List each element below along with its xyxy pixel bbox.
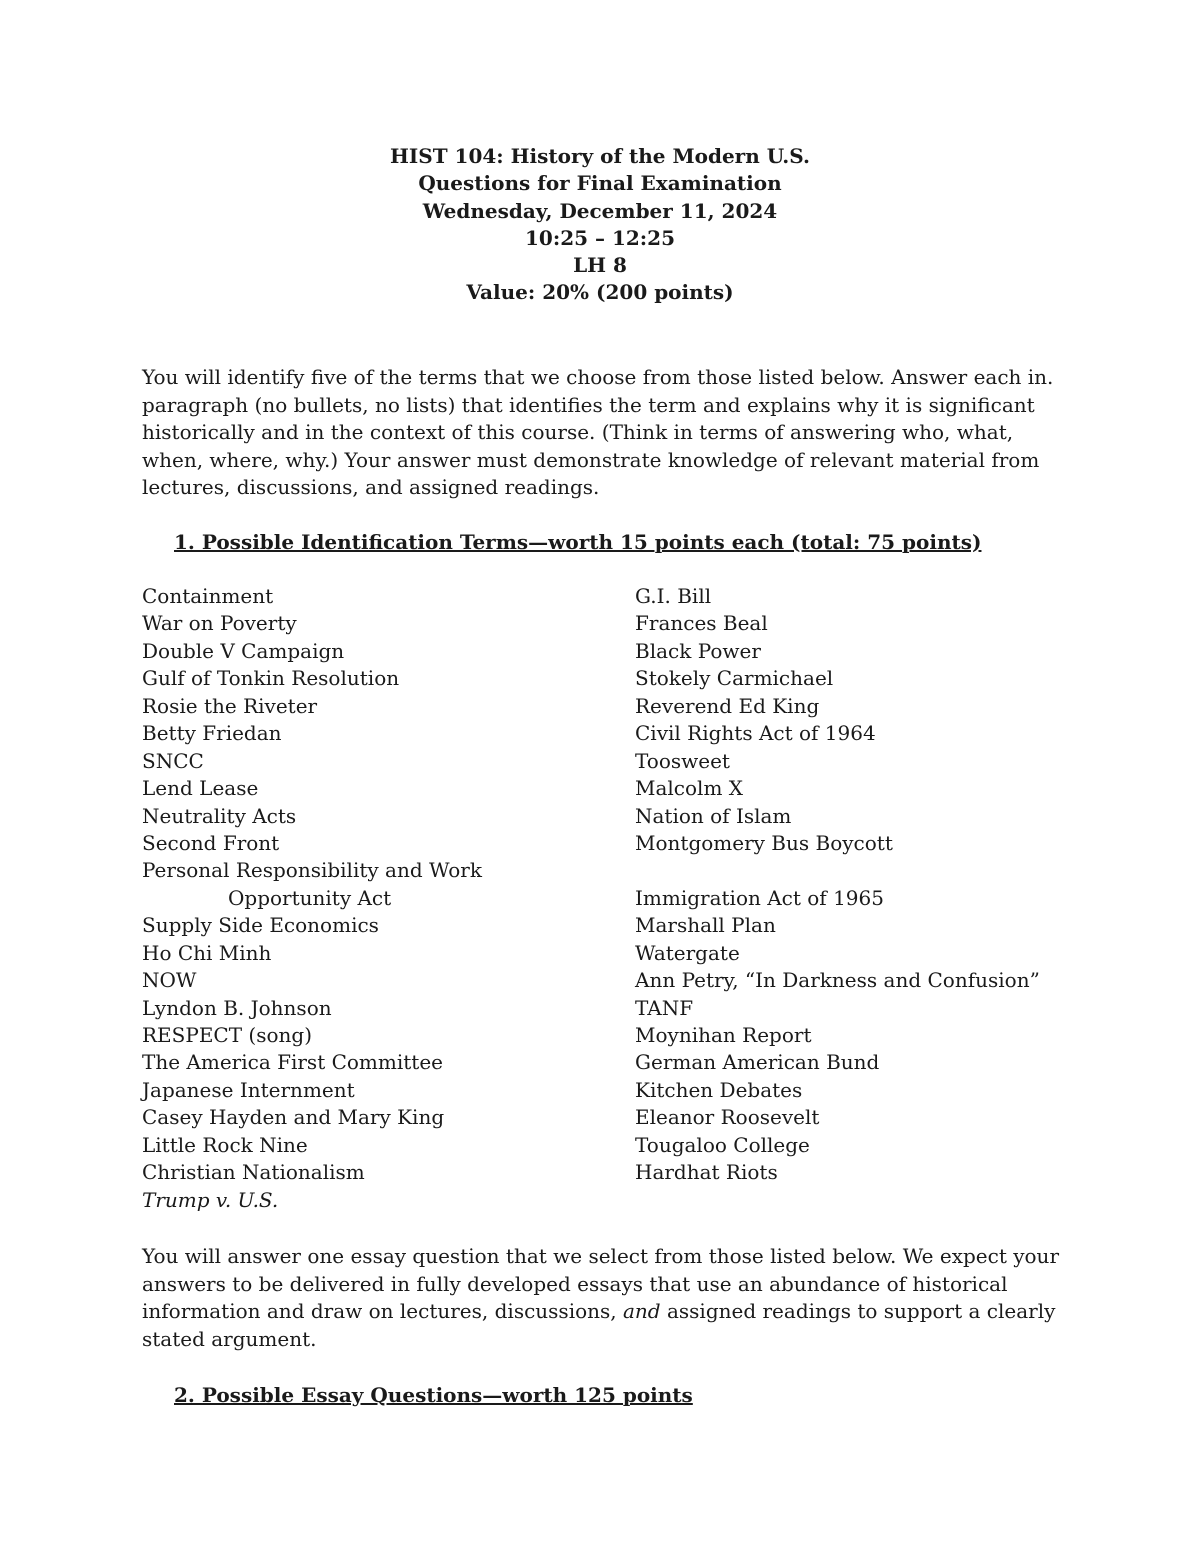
term-item: Personal Responsibility and Work: [142, 858, 482, 883]
exam-value: Value: 20% (200 points): [466, 280, 734, 305]
instruction-line: when, where, why.) Your answer must demonstrate knowledge of relevant material from: [142, 447, 1040, 472]
identification-instructions: [142, 364, 1082, 502]
term-item: Little Rock Nine: [142, 1132, 308, 1157]
instruction-line: You will identify five of the terms that we choose from those listed below. Answer each in.: [142, 365, 1054, 389]
terms-right-column: [635, 583, 1175, 1187]
term-item: Kitchen Debates: [635, 1077, 803, 1102]
instruction-text: information and draw on lectures, discussions,: [142, 1299, 623, 1324]
instruction-line: stated argument.: [142, 1326, 317, 1351]
essay-questions-heading: 2. Possible Essay Questions—worth 125 points: [174, 1383, 693, 1407]
instruction-text: assigned readings to support a clearly: [660, 1299, 1056, 1324]
term-item: Gulf of Tonkin Resolution: [142, 666, 400, 691]
term-item: German American Bund: [635, 1050, 880, 1075]
term-item: Malcolm X: [635, 776, 743, 801]
term-item: SNCC: [142, 748, 204, 773]
term-item: Double V Campaign: [142, 638, 345, 663]
term-item: Lyndon B. Johnson: [142, 995, 332, 1020]
term-item: Marshall Plan: [635, 913, 776, 938]
instruction-line: lectures, discussions, and assigned readings.: [142, 475, 600, 500]
term-item: Frances Beal: [635, 611, 768, 636]
exam-header: [0, 143, 1200, 307]
term-item: Ann Petry, “In Darkness and Confusion”: [635, 968, 1040, 993]
course-title: HIST 104: History of the Modern U.S.: [390, 144, 810, 168]
term-item: Ho Chi Minh: [142, 940, 272, 965]
term-item: Immigration Act of 1965: [635, 885, 884, 910]
term-item: Nation of Islam: [635, 803, 792, 828]
emphasis-text: and: [623, 1299, 661, 1324]
essay-instructions: [142, 1243, 1082, 1353]
exam-time: 10:25 – 12:25: [524, 225, 676, 250]
term-item: Moynihan Report: [635, 1023, 812, 1047]
instruction-line: [142, 1298, 1082, 1326]
term-item: Containment: [142, 584, 274, 608]
term-item: War on Poverty: [142, 611, 297, 636]
exam-date: Wednesday, December 11, 2024: [422, 198, 778, 223]
term-item: Hardhat Riots: [635, 1160, 778, 1185]
term-item: TANF: [635, 995, 694, 1020]
instruction-line: answers to be delivered in fully developed essays that use an abundance of historical: [142, 1271, 1008, 1296]
term-item: Civil Rights Act of 1964: [635, 721, 876, 746]
term-item: Black Power: [635, 638, 761, 663]
term-item: RESPECT (song): [142, 1023, 313, 1047]
term-item-continuation: Opportunity Act: [228, 885, 392, 910]
exam-subtitle: Questions for Final Examination: [418, 171, 782, 196]
term-item: NOW: [142, 968, 197, 993]
term-item: Neutrality Acts: [142, 803, 297, 828]
term-spacer: [635, 857, 1175, 884]
term-item: Montgomery Bus Boycott: [635, 830, 893, 855]
term-item: Casey Hayden and Mary King: [142, 1105, 445, 1130]
instruction-line: paragraph (no bullets, no lists) that identifies the term and explains why it is significant: [142, 392, 1035, 417]
term-item: The America First Committee: [142, 1050, 444, 1075]
term-item: Toosweet: [635, 748, 730, 773]
term-item: Second Front: [142, 830, 280, 855]
exam-room: LH 8: [573, 253, 627, 278]
term-item: Rosie the Riveter: [142, 693, 318, 718]
term-item: Watergate: [635, 940, 740, 965]
term-item: Trump v. U.S.: [142, 1187, 279, 1212]
term-item: Supply Side Economics: [142, 913, 379, 938]
instruction-line: historically and in the context of this course. (Think in terms of answering who, what,: [142, 420, 1014, 445]
term-item: Lend Lease: [142, 776, 259, 801]
term-item: Betty Friedan: [142, 721, 282, 746]
term-item: Japanese Internment: [142, 1077, 355, 1102]
term-item: Stokely Carmichael: [635, 666, 834, 691]
term-item: Christian Nationalism: [142, 1160, 365, 1185]
term-item: Tougaloo College: [635, 1132, 810, 1157]
term-item: Eleanor Roosevelt: [635, 1105, 820, 1130]
term-item: G.I. Bill: [635, 584, 712, 608]
identification-terms-heading: 1. Possible Identification Terms—worth 15 points each (total: 75 points): [174, 530, 982, 554]
terms-left-column: [142, 583, 612, 1214]
term-item: Reverend Ed King: [635, 693, 820, 718]
instruction-line: You will answer one essay question that we select from those listed below. We expect your: [142, 1244, 1060, 1268]
